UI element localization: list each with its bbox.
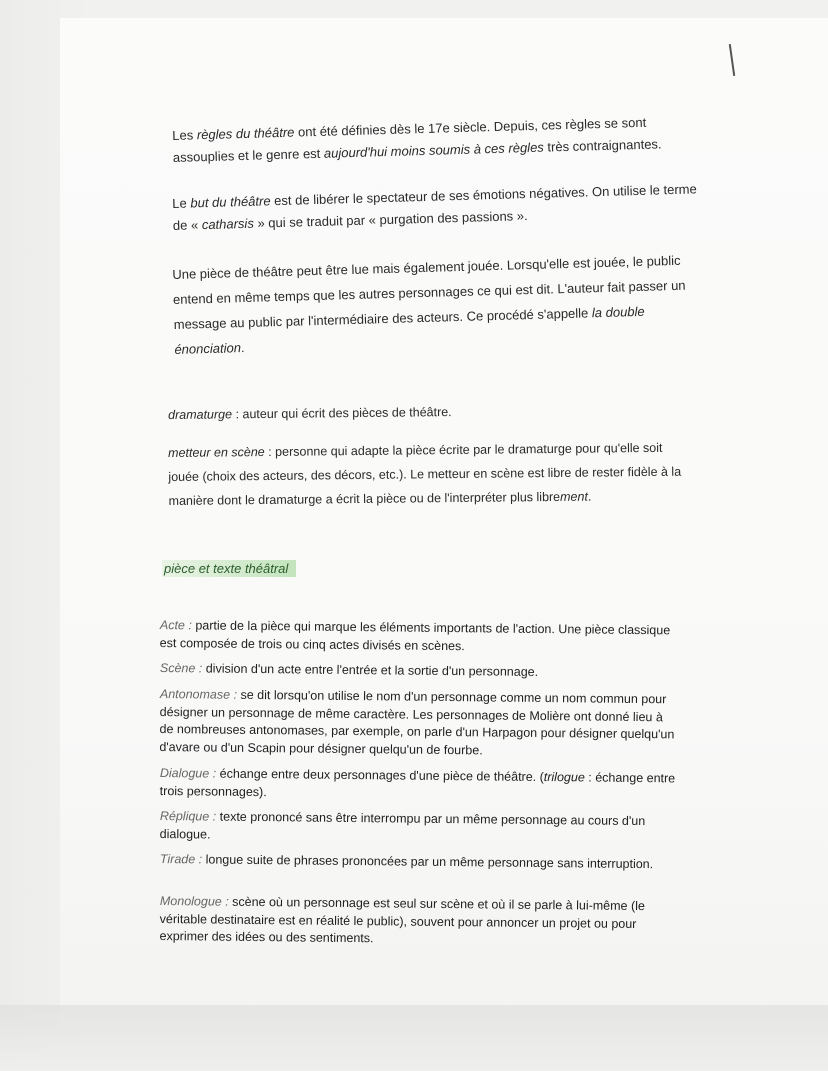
text: . xyxy=(587,489,592,504)
term: dramaturge xyxy=(168,407,233,422)
definition: : échange entre trois personnages). xyxy=(159,770,676,799)
definition: partie de la pièce qui marque les éléments importants de l'action. Une pièce classique est composée de trois ou cinq actes divisés en scènes. xyxy=(159,618,671,653)
text: . xyxy=(240,340,245,356)
definition: scène où un personnage est seul sur scène et où il se parle à lui-même (le véritable destinataire est en réalité le public), souvent pour annoncer un projet ou pour exprimer des idées ou des sentiments. xyxy=(159,894,645,946)
term: Acte : xyxy=(159,617,192,633)
term: Antonomase : xyxy=(159,686,238,702)
text: Les xyxy=(172,127,198,143)
glossary-item-acte xyxy=(160,617,680,657)
term: metteur en scène xyxy=(168,444,265,460)
paragraph-double-enonciation xyxy=(172,248,690,362)
definition-metteur-en-scene xyxy=(168,436,694,513)
text: ont été définies dès le 17e siècle. Depuis, ces règles se sont assouplies et le genre est xyxy=(172,114,647,165)
section-title: pièce et texte théâtral xyxy=(162,560,296,577)
emphasis: la double énonciation xyxy=(174,303,645,357)
term: Réplique : xyxy=(159,808,217,824)
emphasis: trilogue xyxy=(543,770,585,785)
scanned-page xyxy=(60,18,828,1028)
glossary-item-antonomase xyxy=(159,686,680,761)
definition: échange entre deux personnages d'une pièce de théâtre. ( xyxy=(216,766,544,785)
term: Scène : xyxy=(159,660,203,676)
text: est de libérer le spectateur de ses émotions négatives. On utilise le terme de « xyxy=(172,181,697,233)
emphasis: aujourd'hui moins soumis à ces règles xyxy=(323,139,545,161)
text: Le xyxy=(172,195,191,211)
definition: division d'un acte entre l'entrée et la sortie d'un personnage. xyxy=(202,661,539,679)
emphasis: but du théâtre xyxy=(190,193,271,211)
text: Une pièce de théâtre peut être lue mais également jouée. Lorsqu'elle est jouée, le public entend en même temps que les autres personnages ce qui est dit. L'auteur fait passer un message au public par l'intermédiaire des acteurs. Ce procédé s'appelle xyxy=(172,252,686,332)
term: Dialogue : xyxy=(159,765,217,781)
page-shadow-bottom xyxy=(0,1005,828,1071)
emphasis: règles du théâtre xyxy=(196,124,295,143)
term: Tirade : xyxy=(159,851,203,867)
text: très contraignantes. xyxy=(543,136,662,155)
term: Monologue : xyxy=(159,893,229,909)
glossary-item-dialogue xyxy=(160,765,680,805)
definition: texte prononcé sans être interrompu par un même personnage au cours d'un dialogue. xyxy=(159,809,646,842)
emphasis: catharsis xyxy=(201,215,255,233)
glossary-item-monologue xyxy=(159,893,680,951)
emphasis: ment xyxy=(560,489,588,504)
definition: se dit lorsqu'on utilise le nom d'un personnage comme un nom commun pour désigner un personnage de même caractère. Les personnages de Molière ont donné lieu à de nombreuses antonomases, par exemple, on parle d'un Harpagon pour désigner quelqu'un d'avare ou d'un Scapin pour désigner quelqu'un de fourbe. xyxy=(159,687,675,757)
text: » qui se traduit par « purgation des passions ». xyxy=(253,208,528,231)
definition: : auteur qui écrit des pièces de théâtre. xyxy=(231,405,452,422)
definition: longue suite de phrases prononcées par un même personnage sans interruption. xyxy=(202,852,654,872)
glossary-item-replique xyxy=(160,808,680,848)
definition: : personne qui adapte la pièce écrite par le dramaturge pour qu'elle soit jouée (choix des acteurs, des décors, etc.). Le metteur en scène est libre de rester fidèle à la manière dont le dramaturge a écrit la pièce ou de l'interpréter plus libre xyxy=(168,440,682,508)
